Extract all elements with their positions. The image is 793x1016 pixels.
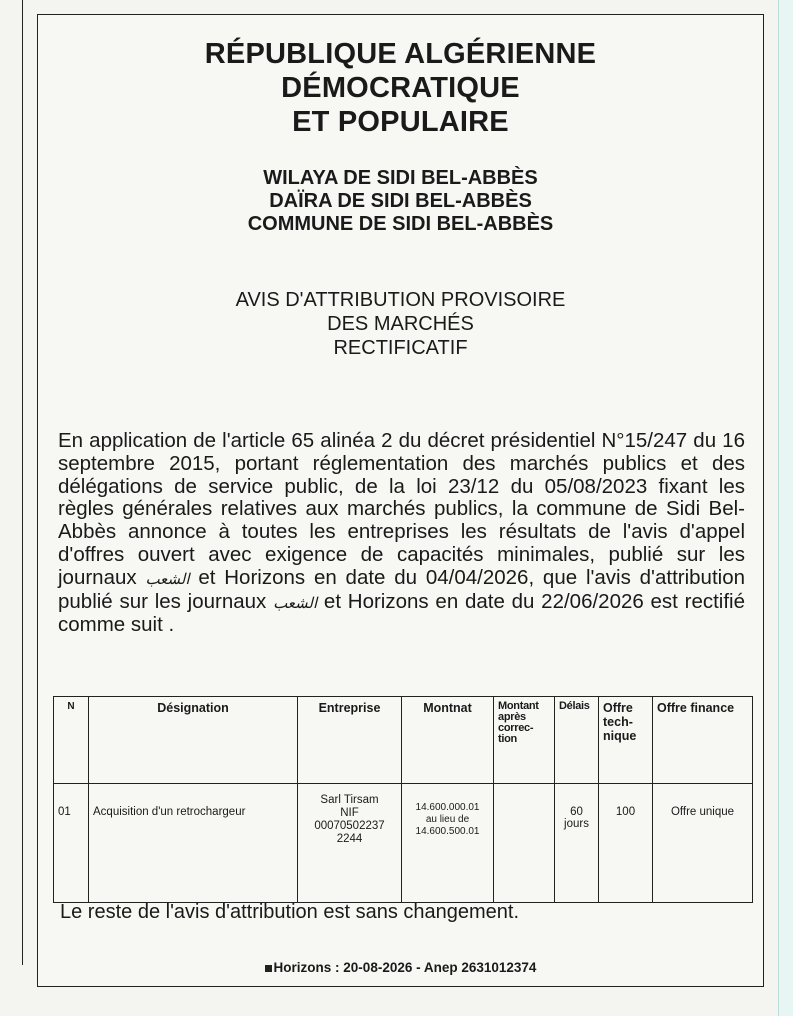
col-header-offre-finance: Offre finance <box>653 697 753 784</box>
award-table <box>53 696 753 903</box>
body-part-2: et Horizons en date du 04/04/2026, que l'avis d'attribution publié sur les journaux <box>58 565 746 613</box>
col-header-montant: Montnat <box>402 697 494 784</box>
wilaya-line: WILAYA DE SIDI BEL-ABBÈS <box>263 167 538 189</box>
col-header-entreprise: Entreprise <box>298 697 402 784</box>
cell-n: 01 <box>54 784 89 903</box>
closing-statement: Le reste de l'avis d'attribution est sans changement. <box>60 901 520 923</box>
country-header <box>38 37 763 139</box>
arabic-newspaper-name: الشعب <box>145 569 190 588</box>
cell-montant-apres <box>494 784 555 903</box>
col-header-offre-technique: Offre tech-nique <box>599 697 653 784</box>
cell-montant <box>402 784 494 903</box>
notice-title-line-3: RECTIFICATIF <box>333 337 468 359</box>
cell-offre-technique: 100 <box>599 784 653 903</box>
country-line-1: RÉPUBLIQUE ALGÉRIENNE <box>204 38 597 70</box>
montant-au-lieu-de: au lieu de <box>425 814 470 825</box>
cell-entreprise <box>298 784 402 903</box>
arabic-newspaper-name-2: الشعب <box>273 593 318 612</box>
table-header-row <box>54 697 753 784</box>
col-header-montant-apres: Montant après correc-tion <box>494 697 555 784</box>
body-part-3: et Horizons en date du 22/06/2026 est rectifié comme suit . <box>58 589 746 637</box>
montant-old-value: 14.600.500.01 <box>415 826 480 837</box>
country-line-2: DÉMOCRATIQUE <box>281 72 520 104</box>
cell-delais: 60 jours <box>555 784 599 903</box>
notice-title-line-2: DES MARCHÉS <box>327 313 474 335</box>
notice-title-line-1: AVIS D'ATTRIBUTION PROVISOIRE <box>235 289 566 311</box>
scan-edge-left <box>0 0 23 965</box>
notice-body <box>58 430 745 637</box>
horizons-square-icon <box>265 965 272 972</box>
source-text: Horizons : 20-08-2026 - Anep 2631012374 <box>273 960 537 975</box>
country-line-3: ET POPULAIRE <box>292 106 509 138</box>
daira-line: DAÏRA DE SIDI BEL-ABBÈS <box>269 190 532 212</box>
source-line <box>38 960 763 975</box>
commune-line: COMMUNE DE SIDI BEL-ABBÈS <box>247 213 554 235</box>
cell-offre-finance: Offre unique <box>653 784 753 903</box>
cell-designation: Acquisition d'un retrochargeur <box>89 784 298 903</box>
notice-title <box>38 288 763 360</box>
notice-box <box>37 14 764 987</box>
montant-value: 14.600.000.01 <box>415 802 480 813</box>
scan-edge-right <box>778 0 793 1016</box>
col-header-delais: Délais <box>555 697 599 784</box>
col-header-n: N <box>54 697 89 784</box>
body-part-1: En application de l'article 65 alinéa 2 du décret présidentiel N°15/247 du 16 septembre 2015, portant réglementation des marchés publics et des délégations de service public, de la loi 23/12 du 05/08/2023 fixant les règles générales relatives aux marchés publics, la commune de Sidi Bel-Abbès annonce à toutes les entreprises les résultats de l'avis d'appel d'offres ouvert avec exigence de capacités minimales, publié sur les journaux <box>58 429 745 589</box>
table-row <box>54 784 753 903</box>
entreprise-nif: 00070502237 2244 <box>314 820 385 845</box>
authority-header <box>38 167 763 236</box>
entreprise-nif-label: NIF <box>340 807 359 819</box>
col-header-designation: Désignation <box>89 697 298 784</box>
entreprise-name: Sarl Tirsam <box>320 794 379 806</box>
